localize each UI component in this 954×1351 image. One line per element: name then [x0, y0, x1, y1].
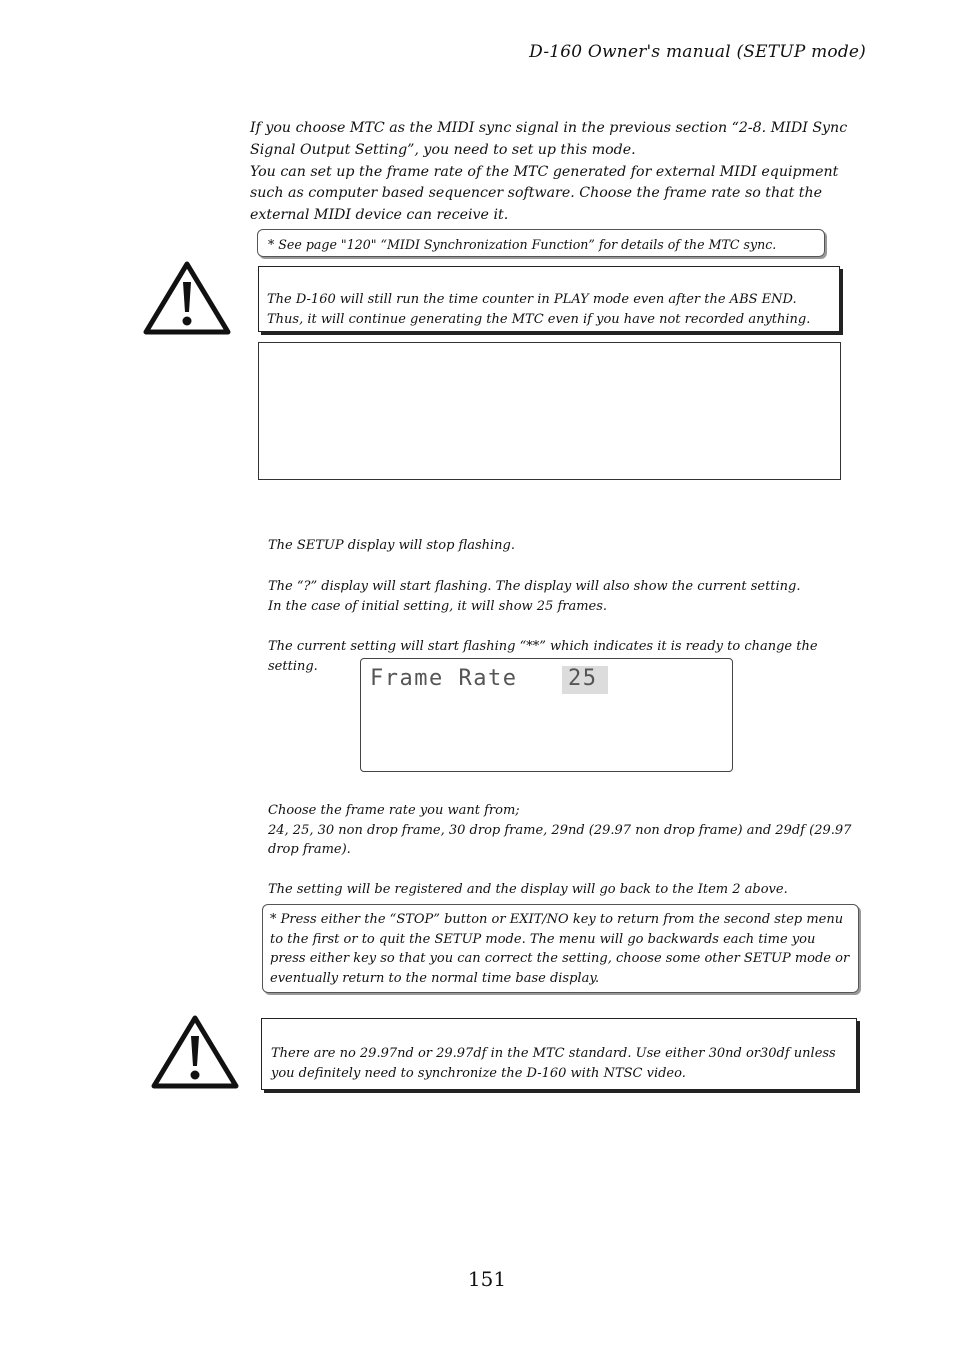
warning-triangle-icon [150, 1014, 240, 1090]
intro-paragraph-1: If you choose MTC as the MIDI sync signal in the previous section “2-8. MIDI Sync Signal Output Setting”, you need to set up this mode. [250, 120, 848, 158]
step-5-text [268, 880, 868, 900]
page-header: D-160 Owner's manual (SETUP mode) [529, 42, 866, 62]
stop-exit-note: * Press either the “STOP” button or EXIT/NO key to return from the second step menu to the first or to quit the SETUP mode. The menu will go backwards each time you press either key so that you can correct the setting, choose some other SETUP mode or eventually return to the normal time base display. [262, 904, 859, 993]
step-5-line: The setting will be registered and the display will go back to the Item 2 above. [268, 882, 788, 897]
page-number: 151 [467, 1267, 507, 1291]
step-4-text [268, 801, 868, 860]
warning-box-ntsc: There are no 29.97nd or 29.97df in the MTC standard. Use either 30nd or30df unless you definitely need to synchronize the D-160 with NTSC video. [261, 1018, 857, 1090]
procedure-figure-box [258, 342, 841, 480]
step-2-text [268, 577, 868, 616]
intro-paragraph-2: You can set up the frame rate of the MTC generated for external MIDI equipment such as computer based sequencer software. Choose the frame rate so that the external MIDI device can receive it. [250, 163, 839, 224]
step-4-line-2: 24, 25, 30 non drop frame, 30 drop frame, 29nd (29.97 non drop frame) and 29df (29.97 drop frame). [268, 822, 852, 857]
step-3-line: The current setting will start flashing “**” which indicates it is ready to change the setting. [268, 639, 818, 674]
step-4-line-1: Choose the frame rate you want from; [268, 803, 520, 818]
lcd-value: 25 [568, 666, 598, 691]
warning-box-abs-end: The D-160 will still run the time counter in PLAY mode even after the ABS END. Thus, it will continue generating the MTC even if you have not recorded anything. [258, 266, 840, 332]
intro-text [250, 118, 870, 227]
lcd-label: Frame Rate [370, 666, 518, 691]
warning-triangle-icon [142, 260, 232, 336]
step-1-text [268, 536, 868, 556]
step-2-line-2: In the case of initial setting, it will show 25 frames. [268, 598, 608, 614]
step-2-line-1: The “?” display will start flashing. The display will also show the current setting. [268, 579, 801, 594]
lcd-display [360, 658, 733, 772]
step-1-line: The SETUP display will stop flashing. [268, 538, 515, 553]
mtc-reference-note: * See page "120" “MIDI Synchronization Function” for details of the MTC sync. [257, 229, 825, 257]
